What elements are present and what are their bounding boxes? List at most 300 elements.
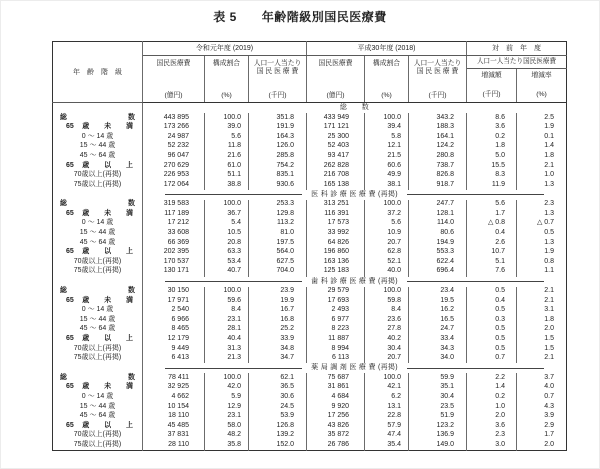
cell-value: 36.7 (205, 209, 249, 219)
cell-value: 1.8 (467, 142, 517, 152)
cell-value: 17 256 (307, 412, 365, 422)
cell-value: 152.0 (249, 440, 307, 450)
cell-value: 43 826 (307, 421, 365, 431)
row-label: 65 歳 未 満 (53, 296, 143, 306)
cell-value: 33.9 (249, 334, 307, 344)
cell-value: 62.1 (249, 373, 307, 383)
row-label: 0 ～ 14 歳 (53, 132, 143, 142)
cell-value: 7.6 (467, 267, 517, 277)
row-label: 0 ～ 14 歳 (53, 219, 143, 229)
cell-value: 30.6 (249, 392, 307, 402)
cell-value: 23.9 (249, 287, 307, 297)
row-label: 70歳以上(再掲) (53, 344, 143, 354)
row-label: 15 ～ 44 歳 (53, 402, 143, 412)
row-label: 65 歳 未 満 (53, 383, 143, 393)
col-header-fy2019: 令和元年度 (2019) (143, 42, 307, 56)
cell-value: 165 138 (307, 180, 365, 190)
cell-value: 8 994 (307, 344, 365, 354)
cell-value: 34.3 (409, 344, 467, 354)
col-header-percapita-2019: 人口一人当たり 国 民 医 療 費 (千円) (249, 56, 307, 103)
cell-value: 53.9 (249, 412, 307, 422)
cell-value: 10 154 (143, 402, 205, 412)
cell-value: 0.4 (467, 296, 517, 306)
cell-value: 443 895 (143, 113, 205, 123)
col-header-expense-2018: 国民医療費 (億円) (307, 56, 365, 103)
cell-value: 47.4 (365, 431, 409, 441)
cell-value: 3.7 (544, 373, 555, 381)
cell-value: 114.0 (409, 219, 467, 229)
cell-value: 8 465 (143, 325, 205, 335)
row-label: 65 歳 以 上 (53, 161, 143, 171)
cell-value: 38.8 (205, 180, 249, 190)
cell-value: 1.9 (544, 123, 555, 131)
row-label: 45 ～ 64 歳 (53, 325, 143, 335)
row-label: 65 歳 以 上 (53, 421, 143, 431)
row-label: 45 ～ 64 歳 (53, 412, 143, 422)
row-label: 15 ～ 44 歳 (53, 315, 143, 325)
cell-value: 6 113 (307, 354, 365, 364)
row-label: 70歳以上(再掲) (53, 431, 143, 441)
cell-value: 0.5 (467, 325, 517, 335)
col-header-percapita-2018: 人口一人当たり 国 民 医 療 費 (千円) (409, 56, 467, 103)
cell-value: 16.5 (409, 315, 467, 325)
table-body (53, 103, 567, 451)
cell-value: 129.8 (249, 209, 307, 219)
cell-value: 30.4 (365, 344, 409, 354)
cell-value: △ 0.7 (536, 219, 555, 227)
row-label: 45 ～ 64 歳 (53, 238, 143, 248)
cell-value: 2.3 (467, 431, 517, 441)
row-label: 総 数 (53, 287, 143, 297)
cell-value: 163 136 (307, 257, 365, 267)
cell-value: 1.5 (544, 344, 555, 352)
cell-value: 285.8 (249, 151, 307, 161)
row-label: 15 ～ 44 歳 (53, 229, 143, 239)
section-label-spacer (53, 103, 143, 114)
cell-value: 2.1 (544, 354, 555, 362)
cell-value: 126.8 (249, 421, 307, 431)
cell-value: 45 485 (143, 421, 205, 431)
section-rule (407, 194, 544, 195)
cell-value: 738.7 (409, 161, 467, 171)
cell-value: 1.8 (544, 315, 555, 323)
cell-value: 19.5 (409, 296, 467, 306)
cell-value: 12 179 (143, 334, 205, 344)
row-label: 0 ～ 14 歳 (53, 392, 143, 402)
cell-value: 1.4 (467, 383, 517, 393)
cell-value: 13.1 (365, 402, 409, 412)
cell-value: 126.0 (249, 142, 307, 152)
cell-value: 197.5 (249, 238, 307, 248)
cell-value: 117 189 (143, 209, 205, 219)
cell-value: 20.8 (205, 238, 249, 248)
cell-value: 100.0 (205, 200, 249, 210)
cell-value: 6.2 (365, 392, 409, 402)
cell-value: 202 395 (143, 248, 205, 258)
cell-value: 64 826 (307, 238, 365, 248)
cell-value: 173 266 (143, 123, 205, 133)
cell-value: 4.3 (544, 402, 555, 410)
cell-value: 3.9 (544, 412, 555, 420)
cell-value: 20.7 (365, 354, 409, 364)
cell-value: 0.2 (467, 132, 517, 142)
cell-value: 5.8 (365, 132, 409, 142)
cell-value: 33 608 (143, 229, 205, 239)
cell-value: 1.9 (544, 248, 555, 256)
cell-value: 11.9 (467, 180, 517, 190)
cell-value: 59.8 (365, 296, 409, 306)
cell-value: 1.3 (544, 180, 555, 188)
section-header (143, 277, 567, 287)
cell-value: 5.4 (205, 219, 249, 229)
section-label-spacer (53, 363, 143, 373)
cell-value: 16.8 (249, 315, 307, 325)
row-label: 総 数 (53, 200, 143, 210)
cell-value: 1.0 (544, 171, 555, 179)
cell-value: 1.1 (544, 267, 555, 275)
cell-value: 0.5 (467, 287, 517, 297)
row-label: 75歳以上(再掲) (53, 267, 143, 277)
cell-value: 2 493 (307, 306, 365, 316)
cell-value: 75 687 (307, 373, 365, 383)
cell-value: 20.7 (365, 238, 409, 248)
cell-value: 58.0 (205, 421, 249, 431)
cell-value: 0.2 (467, 392, 517, 402)
cell-value: 11.8 (205, 142, 249, 152)
cell-value: 2.0 (544, 325, 555, 333)
cell-value: 5.9 (205, 392, 249, 402)
cell-value: 622.4 (409, 257, 467, 267)
cell-value: 52 403 (307, 142, 365, 152)
cell-value: 59.9 (409, 373, 467, 383)
cell-value: 35.1 (409, 383, 467, 393)
cell-value: 81.0 (249, 229, 307, 239)
cell-value: 139.2 (249, 431, 307, 441)
cell-value: 16.2 (409, 306, 467, 316)
page-title: 表 5 年齢階級別国民医療費 (213, 10, 387, 24)
cell-value: 24.7 (409, 325, 467, 335)
cell-value: 30 150 (143, 287, 205, 297)
row-label: 65 歳 以 上 (53, 334, 143, 344)
cell-value: 40.0 (365, 267, 409, 277)
cell-value: 12.1 (365, 142, 409, 152)
cell-value: 39.4 (365, 123, 409, 133)
cell-value: 280.8 (409, 151, 467, 161)
cell-value: 0.5 (467, 306, 517, 316)
section-header (143, 103, 567, 114)
cell-value: 22.8 (365, 412, 409, 422)
cell-value: 343.2 (409, 113, 467, 123)
cell-value: 16.7 (249, 306, 307, 316)
cell-value: 6 413 (143, 354, 205, 364)
cell-value: 27.8 (365, 325, 409, 335)
cell-value: 5.6 (467, 200, 517, 210)
cell-value: 216 708 (307, 171, 365, 181)
cell-value: 52.1 (365, 257, 409, 267)
cell-value: 25.2 (249, 325, 307, 335)
cell-value: 191.9 (249, 123, 307, 133)
cell-value: 196 860 (307, 248, 365, 258)
col-header-share-2019: 構成割合 (%) (205, 56, 249, 103)
cell-value: 0.5 (467, 334, 517, 344)
cell-value: 0.7 (467, 354, 517, 364)
cell-value: △ 0.8 (467, 219, 517, 229)
cell-value: 53.4 (205, 257, 249, 267)
cell-value: 3.6 (467, 123, 517, 133)
col-header-expense-2019: 国民医療費 (億円) (143, 56, 205, 103)
row-label: 65 歳 未 満 (53, 123, 143, 133)
cell-value: 23.5 (409, 402, 467, 412)
cell-value: 17 212 (143, 219, 205, 229)
cell-value: 8.4 (365, 306, 409, 316)
cell-value: 2.6 (467, 238, 517, 248)
cell-value: 62.8 (365, 248, 409, 258)
cell-value: 6 966 (143, 315, 205, 325)
section-rule (165, 281, 302, 282)
cell-value: 930.6 (249, 180, 307, 190)
cell-value: 10.9 (365, 229, 409, 239)
cell-value: 21.5 (365, 151, 409, 161)
cell-value: 1.7 (467, 209, 517, 219)
cell-value: 2 540 (143, 306, 205, 316)
cell-value: 754.2 (249, 161, 307, 171)
cell-value: 2.1 (544, 287, 555, 295)
cell-value: 17 693 (307, 296, 365, 306)
section-title: 医 科 診 療 医 療 費 (再掲) (311, 190, 398, 198)
cell-value: 36.5 (249, 383, 307, 393)
cell-value: 6 977 (307, 315, 365, 325)
section-rule (165, 194, 302, 195)
cell-value: 128.1 (409, 209, 467, 219)
cell-value: 12.9 (205, 402, 249, 412)
cell-value: 8 223 (307, 325, 365, 335)
cell-value: 35.8 (205, 440, 249, 450)
cell-value: 34.8 (249, 344, 307, 354)
cell-value: 5.1 (467, 257, 517, 267)
cell-value: 170 537 (143, 257, 205, 267)
cell-value: 59.6 (205, 296, 249, 306)
cell-value: 130 171 (143, 267, 205, 277)
cell-value: 21.3 (205, 354, 249, 364)
cell-value: 31.3 (205, 344, 249, 354)
section-header (143, 190, 567, 200)
cell-value: 835.1 (249, 171, 307, 181)
cell-value: 2.9 (544, 421, 555, 429)
cell-value: 0.5 (467, 344, 517, 354)
cell-value: 100.0 (365, 373, 409, 383)
col-header-yoy-percapita-band: 人口一人当たり国民医療費 (467, 56, 567, 69)
cell-value: 17 971 (143, 296, 205, 306)
cell-value: 172 064 (143, 180, 205, 190)
cell-value: 10.7 (467, 248, 517, 258)
cell-value: 704.0 (249, 267, 307, 277)
cell-value: 40.7 (205, 267, 249, 277)
cell-value: 696.4 (409, 267, 467, 277)
cell-value: 1.5 (544, 335, 555, 343)
cell-value: 61.0 (205, 161, 249, 171)
cell-value: 1.8 (544, 151, 555, 159)
cell-value: 0.8 (544, 257, 555, 265)
cell-value: 48.2 (205, 431, 249, 441)
cell-value: 66 369 (143, 238, 205, 248)
cell-value: 1.3 (544, 238, 555, 246)
section-label-spacer (53, 190, 143, 200)
cell-value: 5.6 (205, 132, 249, 142)
cell-value: 3.6 (467, 421, 517, 431)
cell-value: 11 887 (307, 334, 365, 344)
cell-value: 28.1 (205, 325, 249, 335)
cell-value: 100.0 (205, 373, 249, 383)
cell-value: 40.4 (205, 334, 249, 344)
row-label: 70歳以上(再掲) (53, 257, 143, 267)
cell-value: 262 828 (307, 161, 365, 171)
cell-value: 34.7 (249, 354, 307, 364)
cell-value: 35 872 (307, 431, 365, 441)
cell-value: 39.0 (205, 123, 249, 133)
cell-value: 57.9 (365, 421, 409, 431)
row-label: 総 数 (53, 373, 143, 383)
col-header-fy2018: 平成30年度 (2018) (307, 42, 467, 56)
col-header-yoy: 対 前 年 度 (467, 42, 567, 56)
cell-value: 627.5 (249, 257, 307, 267)
cell-value: 93 417 (307, 151, 365, 161)
row-label: 総 数 (53, 113, 143, 123)
cell-value: 24.5 (249, 402, 307, 412)
cell-value: 49.9 (365, 171, 409, 181)
cell-value: 0.4 (467, 229, 517, 239)
section-rule (407, 281, 544, 282)
cell-value: 19.9 (249, 296, 307, 306)
cell-value: 42.1 (365, 383, 409, 393)
row-label: 75歳以上(再掲) (53, 180, 143, 190)
row-label: 65 歳 未 満 (53, 209, 143, 219)
cell-value: 29 579 (307, 287, 365, 297)
cell-value: 51.9 (409, 412, 467, 422)
cell-value: 313 251 (307, 200, 365, 210)
cell-value: 26 786 (307, 440, 365, 450)
medical-expense-table (52, 41, 567, 451)
cell-value: 136.9 (409, 431, 467, 441)
col-header-age-group: 年 齢 階 級 (53, 42, 143, 103)
cell-value: 23.6 (365, 315, 409, 325)
cell-value: 23.1 (205, 412, 249, 422)
cell-value: 5.0 (467, 151, 517, 161)
cell-value: 23.1 (205, 315, 249, 325)
cell-value: 188.3 (409, 123, 467, 133)
cell-value: 100.0 (365, 200, 409, 210)
cell-value: 24 987 (143, 132, 205, 142)
cell-value: 18 110 (143, 412, 205, 422)
cell-value: 0.3 (467, 315, 517, 325)
cell-value: 38.1 (365, 180, 409, 190)
cell-value: 100.0 (205, 287, 249, 297)
cell-value: 171 121 (307, 123, 365, 133)
cell-value: 0.5 (544, 229, 555, 237)
cell-value: 42.0 (205, 383, 249, 393)
cell-value: 116 391 (307, 209, 365, 219)
cell-value: 96 047 (143, 151, 205, 161)
cell-value: 40.2 (365, 334, 409, 344)
cell-value: 351.8 (249, 113, 307, 123)
cell-value: 10.5 (205, 229, 249, 239)
section-label-spacer (53, 277, 143, 287)
cell-value: 194.9 (409, 238, 467, 248)
row-label: 70歳以上(再掲) (53, 171, 143, 181)
cell-value: 2.0 (467, 412, 517, 422)
cell-value: 78 411 (143, 373, 205, 383)
cell-value: 247.7 (409, 200, 467, 210)
cell-value: 125 183 (307, 267, 365, 277)
cell-value: 270 629 (143, 161, 205, 171)
cell-value: 37 831 (143, 431, 205, 441)
cell-value: 164.3 (249, 132, 307, 142)
cell-value: 9 920 (307, 402, 365, 412)
cell-value: 226 953 (143, 171, 205, 181)
cell-value: 32 925 (143, 383, 205, 393)
cell-value: 60.6 (365, 161, 409, 171)
cell-value: 1.4 (544, 142, 555, 150)
row-label: 65 歳 以 上 (53, 248, 143, 258)
cell-value: 31 861 (307, 383, 365, 393)
cell-value: 253.3 (249, 200, 307, 210)
cell-value: 52 232 (143, 142, 205, 152)
cell-value: 0.7 (544, 392, 555, 400)
row-label: 45 ～ 64 歳 (53, 151, 143, 161)
cell-value: 2.0 (544, 440, 555, 448)
cell-value: 15.5 (467, 161, 517, 171)
row-label: 75歳以上(再掲) (53, 354, 143, 364)
cell-value: 1.0 (467, 402, 517, 412)
cell-value: 164.1 (409, 132, 467, 142)
cell-value: 0.1 (544, 132, 555, 140)
cell-value: 319 583 (143, 200, 205, 210)
cell-value: 100.0 (365, 113, 409, 123)
row-label: 0 ～ 14 歳 (53, 306, 143, 316)
cell-value: 5.6 (365, 219, 409, 229)
cell-value: 2.1 (544, 296, 555, 304)
cell-value: 8.3 (467, 171, 517, 181)
cell-value: 2.1 (544, 161, 555, 169)
cell-value: 37.2 (365, 209, 409, 219)
col-header-diff-amount: 増減額 (千円) (467, 69, 517, 103)
col-header-diff-rate: 増減率 (%) (517, 69, 567, 103)
cell-value: 2.3 (544, 200, 555, 208)
cell-value: 149.0 (409, 440, 467, 450)
cell-value: 25 300 (307, 132, 365, 142)
cell-value: 3.1 (544, 306, 555, 314)
cell-value: 1.7 (544, 431, 555, 439)
cell-value: 564.0 (249, 248, 307, 258)
cell-value: 100.0 (205, 113, 249, 123)
cell-value: 34.0 (409, 354, 467, 364)
cell-value: 100.0 (365, 287, 409, 297)
cell-value: 4 684 (307, 392, 365, 402)
row-label: 75歳以上(再掲) (53, 440, 143, 450)
cell-value: 2.2 (467, 373, 517, 383)
cell-value: 33.4 (409, 334, 467, 344)
cell-value: 23.4 (409, 287, 467, 297)
cell-value: 35.4 (365, 440, 409, 450)
cell-value: 2.5 (544, 113, 555, 121)
cell-value: 9 449 (143, 344, 205, 354)
cell-value: 17 573 (307, 219, 365, 229)
cell-value: 124.2 (409, 142, 467, 152)
cell-value: 21.6 (205, 151, 249, 161)
section-title: 薬 局 調 剤 医 療 費 (再掲) (311, 364, 398, 372)
cell-value: 80.6 (409, 229, 467, 239)
cell-value: 8.4 (205, 306, 249, 316)
cell-value: 3.0 (467, 440, 517, 450)
